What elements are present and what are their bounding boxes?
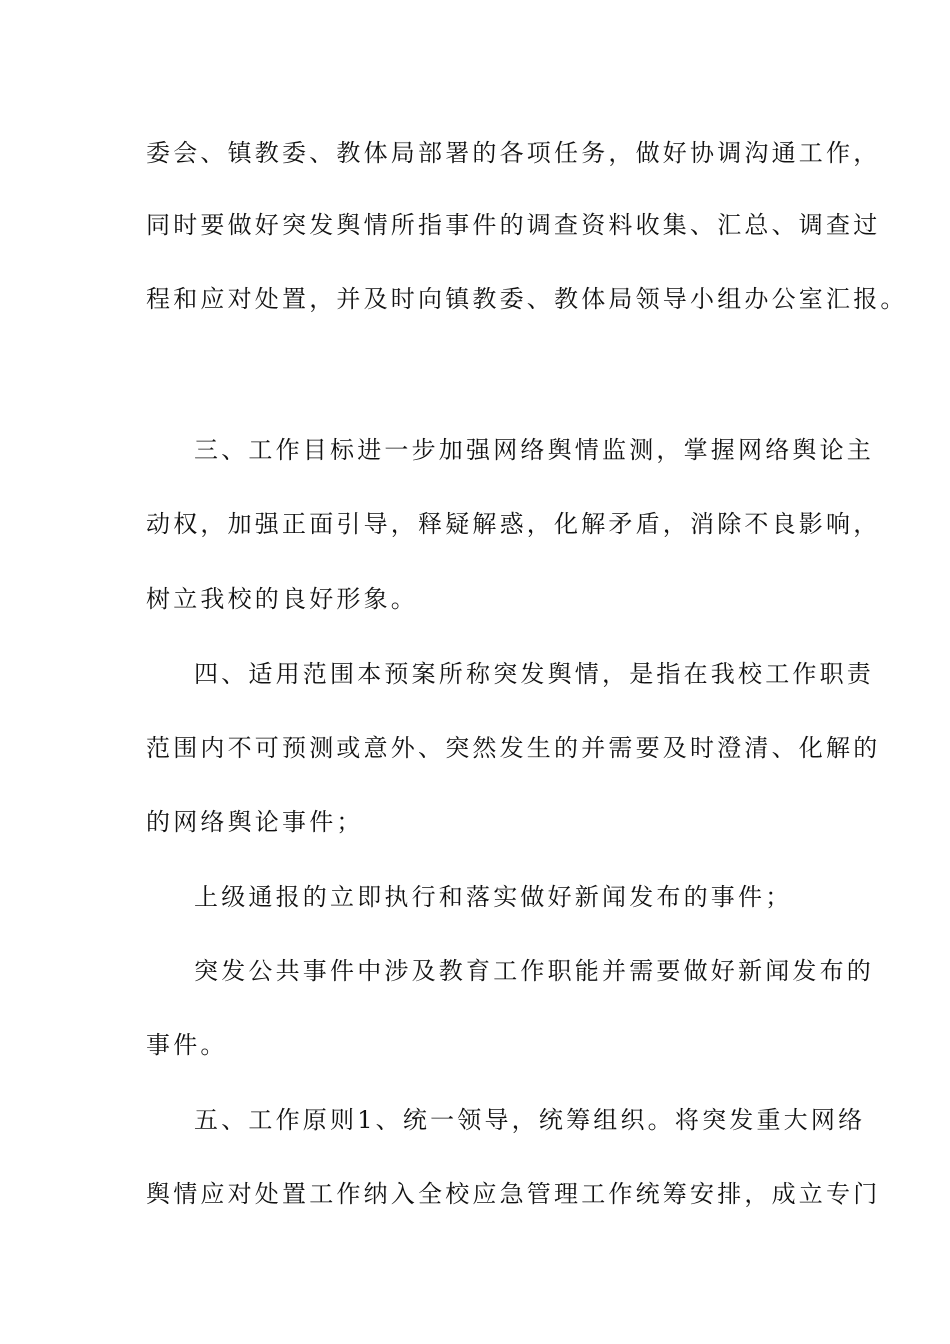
paragraph-line: 突发公共事件中涉及教育工作职能并需要做好新闻发布的: [194, 957, 874, 985]
paragraph-line: 动权，加强正面引导，释疑解惑，化解矛盾，消除不良影响，: [146, 510, 881, 538]
paragraph-line: 三、工作目标进一步加强网络舆情监测，掌握网络舆论主: [194, 436, 874, 464]
paragraph-line: 的网络舆论事件；: [146, 808, 364, 836]
paragraph-line: 五、工作原则1、统一领导，统筹组织。将突发重大网络: [194, 1106, 866, 1134]
paragraph-line: 上级通报的立即执行和落实做好新闻发布的事件；: [194, 883, 793, 911]
paragraph-line: 事件。: [146, 1031, 228, 1059]
paragraph-line: 舆情应对处置工作纳入全校应急管理工作统筹安排，成立专门: [146, 1180, 881, 1208]
paragraph-line: 范围内不可预测或意外、突然发生的并需要及时澄清、化解的: [146, 734, 881, 762]
paragraph-line: 树立我校的良好形象。: [146, 585, 418, 613]
paragraph-line: 四、适用范围本预案所称突发舆情，是指在我校工作职责: [194, 660, 874, 688]
paragraph-line: 程和应对处置，并及时向镇教委、教体局领导小组办公室汇报。: [146, 285, 908, 313]
paragraph-line: 委会、镇教委、教体局部署的各项任务，做好协调沟通工作，: [146, 139, 881, 167]
paragraph-line: 同时要做好突发舆情所指事件的调查资料收集、汇总、调查过: [146, 211, 881, 239]
